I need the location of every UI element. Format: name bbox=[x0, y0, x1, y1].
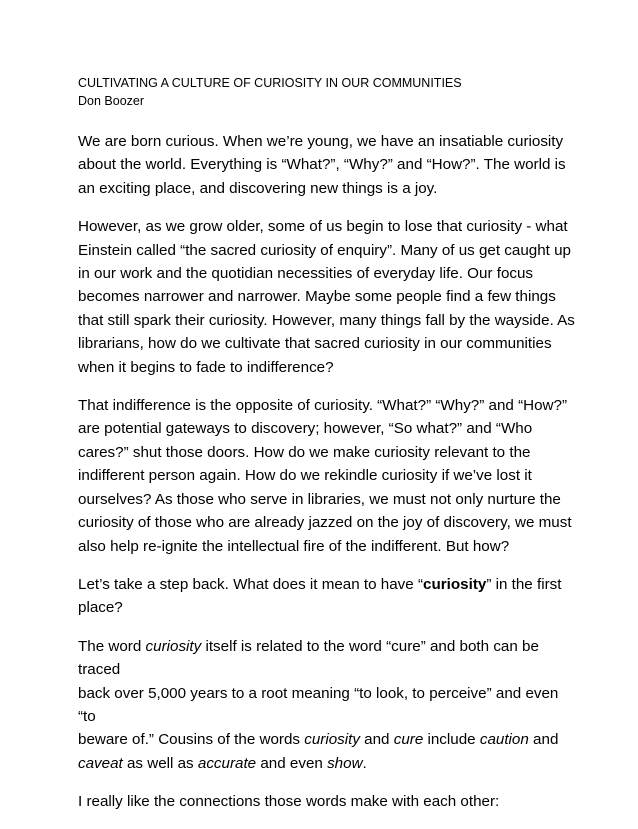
paragraph-3-line: That indifference is the opposite of curiosity. “What?” “Why?” and “How?” bbox=[78, 397, 568, 415]
paragraph-5-text: itself is related to the word “cure” and both can be traced bbox=[78, 637, 539, 679]
italic-word: show bbox=[327, 754, 363, 772]
paragraph-2 bbox=[78, 215, 578, 379]
emphasis-curiosity: curiosity bbox=[423, 575, 487, 593]
paragraph-5-text: and even bbox=[256, 754, 328, 772]
paragraph-1 bbox=[78, 130, 578, 200]
paragraph-2-line: that still spark their curiosity. However, many things fall by the wayside. As bbox=[78, 311, 575, 329]
paragraph-1-line: We are born curious. When we’re young, we have an insatiable curiosity bbox=[78, 133, 564, 150]
paragraph-5-text: include bbox=[423, 731, 480, 749]
paragraph-5-text: and bbox=[528, 731, 559, 749]
paragraph-5-text: back over 5,000 years to a root meaning “to look, to perceive” and even “to bbox=[78, 684, 559, 725]
paragraph-3-line: curiosity of those who are already jazzed on the joy of discovery, we must bbox=[78, 514, 572, 532]
paragraph-2-line: becomes narrower and narrower. Maybe some people find a few things bbox=[78, 288, 556, 306]
paragraph-3-line: indifferent person again. How do we rekindle curiosity if we’ve lost it bbox=[78, 467, 532, 485]
document-title: CULTIVATING A CULTURE OF CURIOSITY IN OUR COMMUNITIES bbox=[78, 76, 462, 90]
italic-word: curiosity bbox=[304, 731, 360, 749]
paragraph-2-line: Einstein called “the sacred curiosity of enquiry”. Many of us get caught up bbox=[78, 241, 572, 259]
italic-word: curiosity bbox=[145, 637, 202, 655]
paragraph-2-line: However, as we grow older, some of us begin to lose that curiosity - what bbox=[78, 218, 568, 236]
paragraph-3-line: cares?” shut those doors. How do we make curiosity relevant to the bbox=[78, 443, 531, 461]
document-author: Don Boozer bbox=[78, 94, 145, 108]
italic-word: caution bbox=[479, 731, 529, 749]
paragraph-3-line: also help re-ignite the intellectual fire of the indifferent. But how? bbox=[78, 537, 510, 555]
paragraph-2-line: librarians, how do we cultivate that sacred curiosity in our communities bbox=[78, 335, 552, 353]
paragraph-2-line: when it begins to fade to indifference? bbox=[78, 358, 334, 376]
paragraph-5-text: and bbox=[359, 731, 394, 749]
paragraph-5-text: beware of.” Cousins of the words bbox=[78, 731, 305, 749]
paragraph-5-text: The word bbox=[78, 637, 146, 655]
paragraph-3-line: ourselves? As those who serve in libraries, we must not only nurture the bbox=[78, 490, 561, 508]
paragraph-4-text: ” in the first bbox=[486, 575, 562, 593]
paragraph-5-text: as well as bbox=[122, 754, 198, 772]
paragraph-4-text: place? bbox=[78, 599, 123, 617]
italic-word: accurate bbox=[197, 754, 257, 772]
paragraph-4-text: Let’s take a step back. What does it mean to have “ bbox=[78, 575, 424, 593]
paragraph-6 bbox=[78, 790, 578, 813]
paragraph-3 bbox=[78, 394, 578, 558]
paragraph-5-text: . bbox=[362, 754, 367, 772]
document-header bbox=[78, 74, 578, 110]
document-page bbox=[78, 74, 578, 829]
italic-word: caveat bbox=[78, 754, 123, 772]
paragraph-5 bbox=[78, 635, 578, 775]
paragraph-4 bbox=[78, 573, 578, 620]
paragraph-3-line: are potential gateways to discovery; however, “So what?” and “Who bbox=[78, 420, 533, 438]
paragraph-1-line: an exciting place, and discovering new things is a joy. bbox=[78, 179, 438, 197]
paragraph-6-text: I really like the connections those words make with each other: bbox=[78, 793, 500, 811]
italic-word: cure bbox=[393, 731, 424, 749]
paragraph-1-line: about the world. Everything is “What?”, “Why?” and “How?”. The world is bbox=[78, 156, 566, 174]
paragraph-2-line: in our work and the quotidian necessities of everyday life. Our focus bbox=[78, 265, 534, 283]
